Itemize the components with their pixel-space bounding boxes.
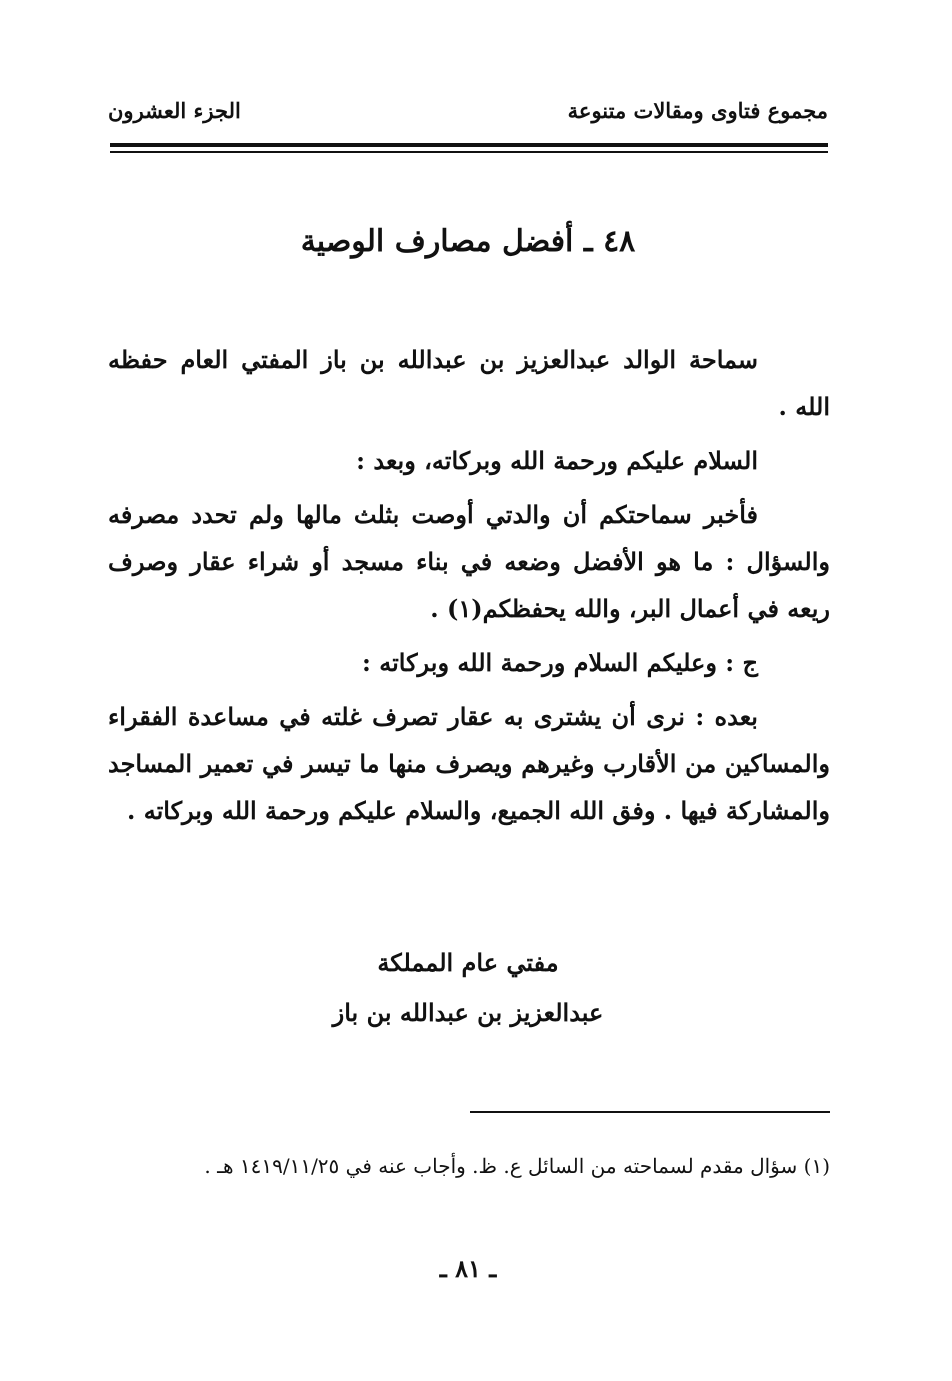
- header-rule-thin: [110, 151, 828, 153]
- answer-text: بعده : نرى أن يشترى به عقار تصرف غلته في مساعدة الفقراء والمساكين من الأقارب وغيرهم ويصرف منها ما تيسر في تعمير المساجد والمشاركة فيها . وفق الله الجميع، والسلام عليكم ورحمة الله وبركاته .: [108, 702, 830, 825]
- page-number: ـ ٨١ ـ: [439, 1254, 497, 1283]
- signature-block: [108, 938, 828, 1038]
- fatwa-body: [108, 336, 830, 841]
- footnote: [108, 1150, 830, 1182]
- question-greeting: السلام عليكم ورحمة الله وبركاته، وبعد :: [356, 446, 758, 475]
- question-text: فأخبر سماحتكم أن والدتي أوصت بثلث مالها ولم تحدد مصرفه والسؤال : ما هو الأفضل وضعه في بناء مسجد أو شراء عقار وصرف ريعه في أعمال البر، والله يحفظكم(١) .: [108, 500, 830, 623]
- footnote-text: (١) سؤال مقدم لسماحته من السائل ع. ظ. وأجاب عنه في ١٤١٩/١١/٢٥ هـ .: [204, 1154, 830, 1178]
- header-rule-thick: [110, 143, 828, 147]
- signature-name: عبدالعزيز بن عبدالله بن باز: [332, 998, 604, 1027]
- book-title: مجموع فتاوى ومقالات متنوعة: [567, 98, 828, 123]
- volume-label: الجزء العشرون: [108, 98, 241, 123]
- running-header: [108, 98, 828, 138]
- question-address: سماحة الوالد عبدالعزيز بن عبدالله بن باز المفتي العام حفظه الله .: [108, 345, 830, 421]
- answer-greeting: ج : وعليكم السلام ورحمة الله وبركاته :: [362, 648, 758, 677]
- footnote-separator: [470, 1111, 830, 1113]
- signature-title: مفتي عام المملكة: [377, 948, 559, 977]
- fatwa-title: ٤٨ ـ أفضل مصارف الوصية: [300, 224, 636, 259]
